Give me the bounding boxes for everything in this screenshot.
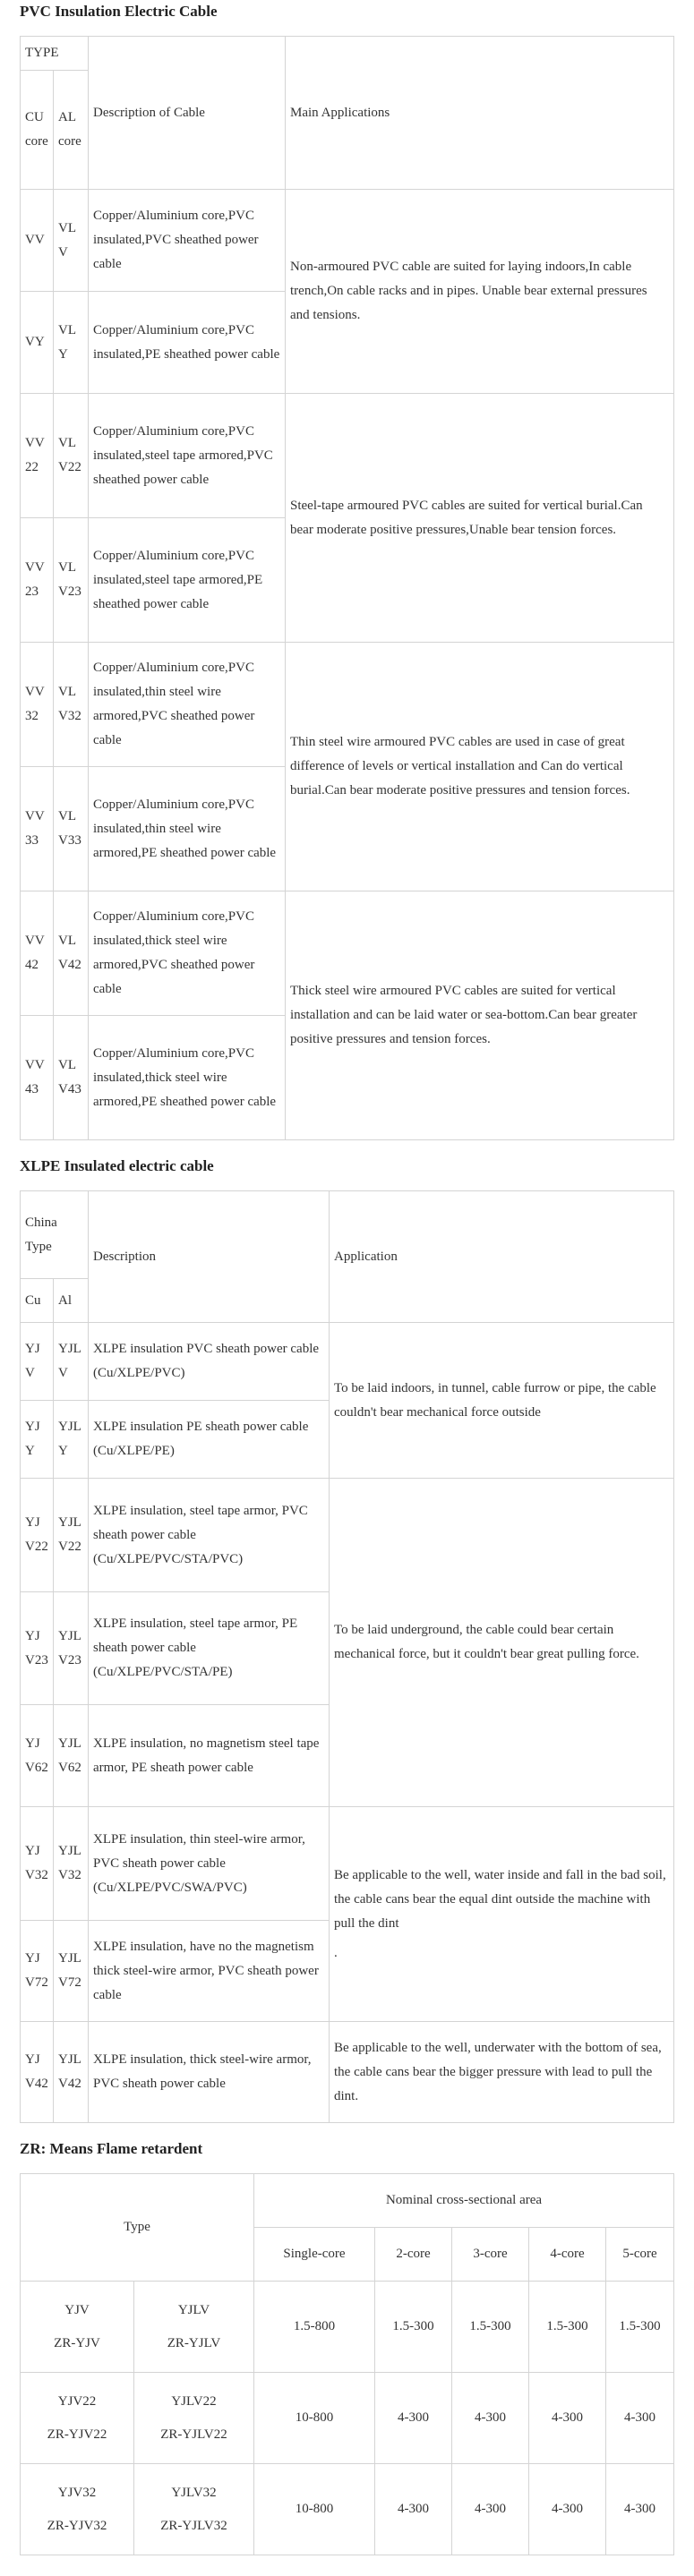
- table-row: [21, 643, 674, 767]
- description-line: XLPE insulation, thin steel-wire armor, PVC sheath power cable: [93, 1831, 305, 1871]
- cable-description: XLPE insulation, no magnetism steel tape armor, PE sheath power cable: [89, 1705, 330, 1807]
- cu-type-name: YJV22: [57, 2393, 97, 2409]
- cu-type: VV32: [21, 643, 54, 767]
- 5-core-value: 1.5-300: [606, 2282, 674, 2373]
- al-type-zr: ZR-YJLV32: [160, 2518, 227, 2533]
- xlpe-cable-table: [20, 1190, 674, 2123]
- cu-type: [21, 2373, 134, 2464]
- 4-core-value: 4-300: [529, 2373, 606, 2464]
- cable-description: XLPE insulation PE sheath power cable (Cu/XLPE/PE): [89, 1401, 330, 1479]
- cu-type: YJY: [21, 1401, 54, 1479]
- cu-type: YJV22: [21, 1479, 54, 1592]
- table-row: [21, 2022, 674, 2123]
- header-al: Al: [54, 1279, 89, 1323]
- 2-core-value: 4-300: [375, 2464, 452, 2555]
- header-cu: Cu: [21, 1279, 54, 1323]
- al-type: VLV33: [54, 767, 89, 891]
- table-row: [21, 891, 674, 1016]
- cu-type: VV: [21, 190, 54, 292]
- al-type-name: YJLV: [177, 2302, 210, 2317]
- single-core-value: 1.5-800: [254, 2282, 375, 2373]
- section-title-pvc: PVC Insulation Electric Cable: [20, 3, 218, 20]
- al-type: YJLV42: [54, 2022, 89, 2123]
- cable-description: Copper/Aluminium core,PVC insulated,thick steel wire armored,PE sheathed power cable: [89, 1016, 286, 1140]
- cable-description: Copper/Aluminium core,PVC insulated,thin steel wire armored,PVC sheathed power cable: [89, 643, 286, 767]
- header-5-core: 5-core: [606, 2228, 674, 2282]
- cu-type-zr: ZR-YJV: [54, 2335, 100, 2350]
- al-type: VLV: [54, 190, 89, 292]
- cable-description: [89, 1479, 330, 1592]
- cu-type-name: YJV32: [57, 2485, 97, 2500]
- header-single-core: Single-core: [254, 2228, 375, 2282]
- al-type: YJLV72: [54, 1921, 89, 2022]
- zr-area-table: [20, 2173, 674, 2555]
- cu-type: VV42: [21, 891, 54, 1016]
- cu-type: [21, 2464, 134, 2555]
- 2-core-value: 1.5-300: [375, 2282, 452, 2373]
- pvc-cable-table: [20, 36, 674, 1140]
- header-application: Application: [330, 1191, 674, 1323]
- al-type: [134, 2373, 254, 2464]
- cable-description: [89, 1592, 330, 1705]
- header-nominal-area: Nominal cross-sectional area: [254, 2174, 674, 2228]
- header-type: Type: [21, 2174, 254, 2282]
- header-al-core: AL core: [54, 71, 89, 190]
- cu-type: VV43: [21, 1016, 54, 1140]
- header-applications: Main Applications: [286, 37, 674, 190]
- cu-type: YJV23: [21, 1592, 54, 1705]
- al-type: VLV22: [54, 394, 89, 518]
- cu-type: YJV32: [21, 1807, 54, 1921]
- header-description: Description: [89, 1191, 330, 1323]
- table-row: [21, 1479, 674, 1592]
- header-4-core: 4-core: [529, 2228, 606, 2282]
- single-core-value: 10-800: [254, 2464, 375, 2555]
- cu-type-zr: ZR-YJV22: [47, 2427, 107, 2442]
- application-text: Be applicable to the well, underwater with the bottom of sea, the cable cans bear the bigger pressure with lead to pull the dint.: [330, 2022, 674, 2123]
- al-type: VLY: [54, 292, 89, 394]
- 3-core-value: 4-300: [452, 2464, 529, 2555]
- cable-description: Copper/Aluminium core,PVC insulated,steel tape armored,PE sheathed power cable: [89, 518, 286, 643]
- al-type-zr: ZR-YJLV: [167, 2335, 221, 2350]
- cable-description: XLPE insulation, thick steel-wire armor, PVC sheath power cable: [89, 2022, 330, 2123]
- application-text: [330, 1807, 674, 2022]
- cu-type: YJV42: [21, 2022, 54, 2123]
- 4-core-value: 4-300: [529, 2464, 606, 2555]
- section-title-xlpe: XLPE Insulated electric cable: [20, 1157, 214, 1174]
- cu-type: VV33: [21, 767, 54, 891]
- al-type: VLV42: [54, 891, 89, 1016]
- header-china-type: China Type: [21, 1191, 89, 1279]
- 4-core-value: 1.5-300: [529, 2282, 606, 2373]
- table-row: [21, 1323, 674, 1401]
- header-2-core: 2-core: [375, 2228, 452, 2282]
- al-type: YJLY: [54, 1401, 89, 1479]
- al-type: VLV43: [54, 1016, 89, 1140]
- table-row: [21, 2464, 674, 2555]
- 5-core-value: 4-300: [606, 2373, 674, 2464]
- 5-core-value: 4-300: [606, 2464, 674, 2555]
- description-line: XLPE insulation, steel tape armor, PE sheath power cable: [93, 1616, 298, 1655]
- application-text: Thin steel wire armoured PVC cables are used in case of great difference of levels or vertical installation and Can do vertical burial.Can bear moderate positive pressures and tension forces.: [286, 643, 674, 891]
- 3-core-value: 4-300: [452, 2373, 529, 2464]
- al-type: YJLV23: [54, 1592, 89, 1705]
- al-type: [134, 2464, 254, 2555]
- table-row: [21, 394, 674, 518]
- al-type: [134, 2282, 254, 2373]
- cu-type: YJV: [21, 1323, 54, 1401]
- header-3-core: 3-core: [452, 2228, 529, 2282]
- section-title-zr: ZR: Means Flame retardent: [20, 2140, 203, 2157]
- table-row: [21, 2373, 674, 2464]
- document: [20, 0, 673, 2555]
- cu-type: VV22: [21, 394, 54, 518]
- al-type: VLV32: [54, 643, 89, 767]
- cable-description: Copper/Aluminium core,PVC insulated,steel tape armored,PVC sheathed power cable: [89, 394, 286, 518]
- description-line: XLPE insulation, steel tape armor, PVC sheath power cable: [93, 1503, 308, 1542]
- header-description: Description of Cable: [89, 37, 286, 190]
- cable-description: Copper/Aluminium core,PVC insulated,PE sheathed power cable: [89, 292, 286, 394]
- application-text: Non-armoured PVC cable are suited for laying indoors,In cable trench,On cable racks and in pipes. Unable bear external pressures and tensions.: [286, 190, 674, 394]
- cu-type-name: YJV: [64, 2302, 90, 2317]
- cable-description: Copper/Aluminium core,PVC insulated,PVC sheathed power cable: [89, 190, 286, 292]
- table-row: [21, 190, 674, 292]
- description-code: (Cu/XLPE/PVC/SWA/PVC): [93, 1880, 247, 1895]
- cable-description: [89, 1807, 330, 1921]
- application-text: To be laid indoors, in tunnel, cable furrow or pipe, the cable couldn't bear mechanical force outside: [330, 1323, 674, 1479]
- table-row: [21, 2282, 674, 2373]
- cu-type: YJV62: [21, 1705, 54, 1807]
- al-type: YJLV22: [54, 1479, 89, 1592]
- al-type: YJLV: [54, 1323, 89, 1401]
- description-code: (Cu/XLPE/PVC/STA/PVC): [93, 1551, 244, 1566]
- cu-type: VY: [21, 292, 54, 394]
- cu-type: YJV72: [21, 1921, 54, 2022]
- 3-core-value: 1.5-300: [452, 2282, 529, 2373]
- cable-description: XLPE insulation PVC sheath power cable (Cu/XLPE/PVC): [89, 1323, 330, 1401]
- header-type: TYPE: [21, 37, 89, 71]
- al-type-name: YJLV32: [171, 2485, 217, 2500]
- cu-type: VV23: [21, 518, 54, 643]
- al-type: YJLV32: [54, 1807, 89, 1921]
- application-text: Thick steel wire armoured PVC cables are suited for vertical installation and can be laid water or sea-bottom.Can bear greater positive pressures and tension forces.: [286, 891, 674, 1140]
- al-type-name: YJLV22: [171, 2393, 217, 2409]
- application-text: To be laid underground, the cable could bear certain mechanical force, but it couldn't bear great pulling force.: [330, 1479, 674, 1807]
- single-core-value: 10-800: [254, 2373, 375, 2464]
- al-type: YJLV62: [54, 1705, 89, 1807]
- description-code: (Cu/XLPE/PVC/STA/PE): [93, 1665, 233, 1679]
- al-type: VLV23: [54, 518, 89, 643]
- cu-type: [21, 2282, 134, 2373]
- cu-type-zr: ZR-YJV32: [47, 2518, 107, 2533]
- cable-description: XLPE insulation, have no the magnetism thick steel-wire armor, PVC sheath power cable: [89, 1921, 330, 2022]
- cable-description: Copper/Aluminium core,PVC insulated,thin steel wire armored,PE sheathed power cable: [89, 767, 286, 891]
- cable-description: Copper/Aluminium core,PVC insulated,thick steel wire armored,PVC sheathed power cable: [89, 891, 286, 1016]
- al-type-zr: ZR-YJLV22: [160, 2427, 227, 2442]
- header-cu-core: CU core: [21, 71, 54, 190]
- table-row: [21, 1807, 674, 1921]
- application-line: Be applicable to the well, water inside and fall in the bad soil, the cable cans bear the equal dint outside the machine with pull the dint: [334, 1867, 666, 1931]
- 2-core-value: 4-300: [375, 2373, 452, 2464]
- application-text: Steel-tape armoured PVC cables are suited for vertical burial.Can bear moderate positive pressures,Unable bear tension forces.: [286, 394, 674, 643]
- application-dot: .: [334, 1945, 338, 1960]
